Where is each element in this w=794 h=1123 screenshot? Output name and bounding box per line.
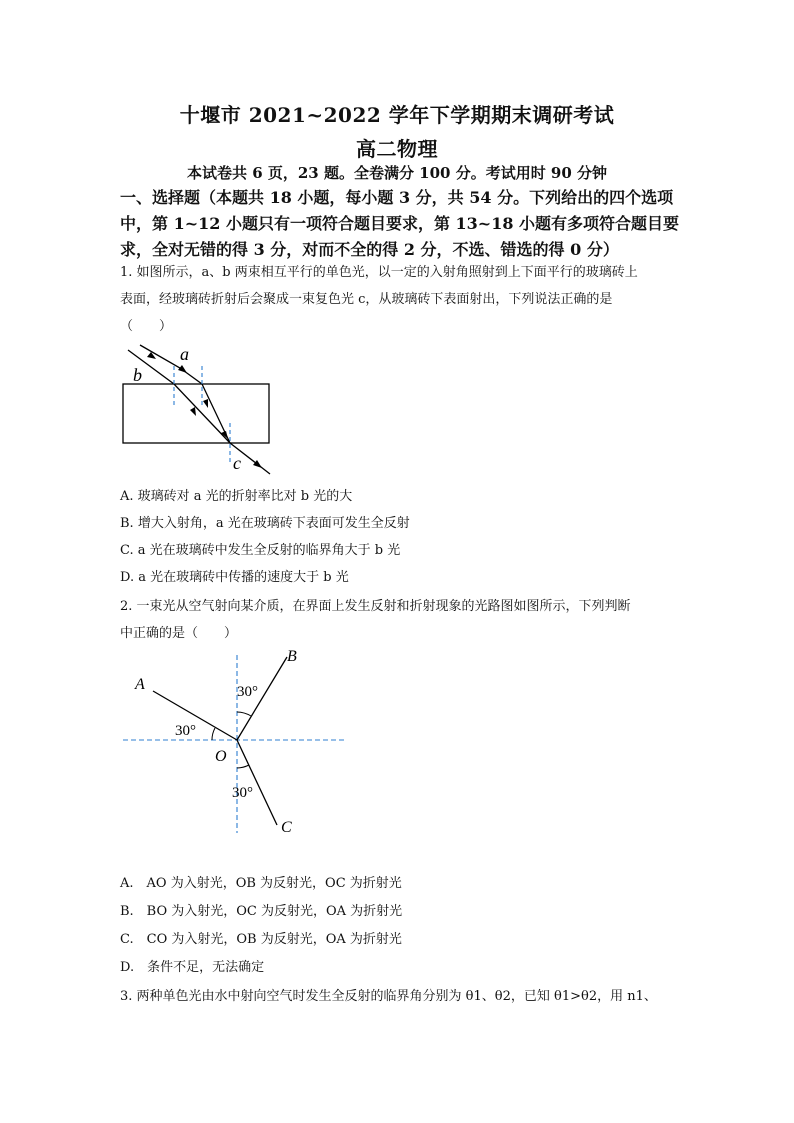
angle-label-bottom: 30°: [232, 785, 253, 801]
angle-label-left: 30°: [175, 723, 196, 739]
exam-subject: 高二物理: [356, 137, 438, 161]
ray-oc: [237, 740, 277, 825]
question-1-option-d: D. a 光在玻璃砖中传播的速度大于 b 光: [120, 570, 349, 585]
question-1-option-b: B. 增大入射角，a 光在玻璃砖下表面可发生全反射: [120, 516, 410, 531]
ray-b: [128, 350, 230, 443]
section-line-3: 求，全对无错的得 3 分，对而不全的得 2 分，不选、错选的得 0 分）: [120, 240, 619, 259]
section-heading: [120, 185, 680, 263]
section-line-2: 中，第 1~12 小题只有一项符合题目要求，第 13~18 小题有多项符合题目要: [120, 214, 680, 233]
angle-label-top: 30°: [237, 684, 258, 700]
arrow-head: [203, 399, 208, 408]
label-B: B: [287, 648, 297, 665]
exam-info: 本试卷共 6 页，23 题。全卷满分 100 分。考试用时 90 分钟: [186, 164, 608, 182]
question-2-option-a: A. AO 为入射光，OB 为反射光，OC 为折射光: [120, 876, 402, 891]
label-O: O: [215, 748, 227, 765]
question-1-line-3: （ ）: [120, 319, 173, 334]
label-a: a: [180, 344, 189, 364]
question-2-line-1: 2. 一束光从空气射向某介质，在界面上发生反射和折射现象的光路图如图所示，下列判断: [120, 599, 631, 614]
question-2-option-b: B. BO 为入射光，OC 为反射光，OA 为折射光: [120, 904, 403, 919]
angle-arc-bottom: [237, 765, 249, 768]
question-1-stem: [120, 259, 680, 340]
label-b: b: [133, 365, 142, 385]
question-2-option-c: C. CO 为入射光，OB 为反射光，OA 为折射光: [120, 932, 402, 947]
question-1-line-1: 1. 如图所示，a、b 两束相互平行的单色光，以一定的入射角照射到上下面平行的玻璃砖上: [120, 265, 638, 280]
question-1-option-a: A. 玻璃砖对 a 光的折射率比对 b 光的大: [120, 489, 353, 504]
question-2-stem: [120, 593, 680, 647]
exam-title: 十堰市 2021~2022 学年下学期期末调研考试: [179, 103, 615, 127]
glass-brick: [123, 384, 269, 443]
question-1-line-2: 表面，经玻璃砖折射后会聚成一束复色光 c，从玻璃砖下表面射出，下列说法正确的是: [120, 292, 613, 307]
angle-arc-left: [212, 728, 215, 740]
question-3-stem: [120, 983, 680, 1010]
section-line-1: 一、选择题（本题共 18 小题，每小题 3 分，共 54 分。下列给出的四个选项: [120, 188, 674, 207]
arrow-head: [190, 407, 196, 416]
label-A: A: [135, 676, 145, 693]
question-3-line-1: 3. 两种单色光由水中射向空气时发生全反射的临界角分别为 θ1、θ2，已知 θ1>θ2，用 n1、: [120, 989, 657, 1004]
question-2-line-2: 中正确的是（ ）: [120, 626, 238, 641]
angle-arc-top: [237, 712, 251, 716]
question-2-option-d: D. 条件不足，无法确定: [120, 960, 265, 975]
label-C: C: [281, 819, 292, 836]
question-2-figure: [115, 645, 355, 840]
label-c: c: [233, 453, 241, 473]
question-1-figure: [110, 338, 290, 478]
question-1-option-c: C. a 光在玻璃砖中发生全反射的临界角大于 b 光: [120, 543, 401, 558]
arrow-head: [178, 365, 187, 373]
